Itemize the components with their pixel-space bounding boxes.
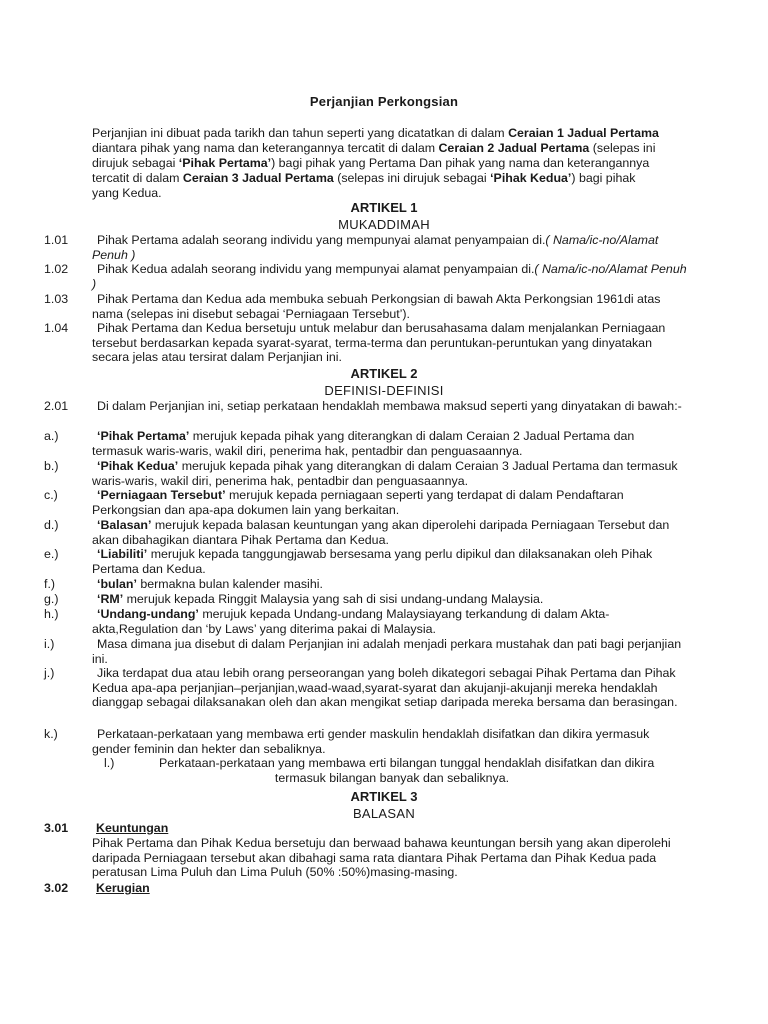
intro-paragraph: Perjanjian ini dibuat pada tarikh dan tahun seperti yang dicatatkan di dalam Ceraian 1 Jadual Pertama diantara pihak yang nama dan keterangannya tercatit di dalam Ceraian 2 Jadual Pertama (selepas ini dirujuk sebagai ‘Pihak Pertama’) bagi pihak yang Pertama Dan pihak yang nama dan keterangannya tercatit di dalam Ceraian 3 Jadual Pertama (selepas ini dirujuk sebagai ‘Pihak Kedua’) bagi pihak yang Kedua.: [92, 126, 659, 200]
artikel-1-subheading: MUKADDIMAH: [338, 217, 430, 232]
artikel-3-subheading: BALASAN: [352, 806, 416, 821]
artikel-2-heading: ARTIKEL 2: [350, 366, 418, 381]
artikel-3-heading: ARTIKEL 3: [350, 789, 418, 804]
artikel-2-subheading: DEFINISI-DEFINISI: [324, 383, 444, 398]
document-page: Perjanjian Perkongsian Perjanjian ini dibuat pada tarikh dan tahun seperti yang dicatatkan di dalam Ceraian 1 Jadual Pertama diantara pihak yang nama dan keterangannya tercatit di dalam Ceraian 2 Jadual Pertama (selepas ini dirujuk sebagai ‘Pihak Pertama’) bagi pihak yang Pertama Dan pihak yang nama dan keterangannya tercatit di dalam Ceraian 3 Jadual Pertama (selepas ini dirujuk sebagai ‘Pihak Kedua’) bagi pihak yang Kedua. ARTIKEL 1 MUKADDIMAH 1.01 Pihak Pertama adalah seorang individu yang mempunyai alamat penyampaian di.( Nama/ic-no/Alamat Penuh ) 1.02 Pihak Kedua adalah seorang individu yang mempunyai alamat penyampaian di.( Nama/ic-no/Alamat Penuh ) 1.03 Pihak Pertama dan Kedua ada membuka sebuah Perkongsian di bawah Akta Perkongsian 1961di atas nama (selepas ini disebut sebagai ‘Perniagaan Tersebut’). 1.04 Pihak Pertama dan Kedua bersetuju untuk melabur dan berusahasama dalam menjalankan Perniagaan tersebut berdasarkan kepada syarat-syarat, terma-terma dan peruntukan-peruntukan yang dinyatakan secara jelas atau tersirat dalam Perjanjian ini. ARTIKEL 2 DEFINISI-DEFINISI 2.01 Di dalam Perjanjian ini, setiap perkataan hendaklah membawa maksud seperti yang dinyatakan di bawah:- a.) ‘Pihak Pertama’ merujuk kepada pihak yang diterangkan di dalam Ceraian 2 Jadual Pertama dan termasuk waris-waris, wakil diri, penerima hak, pentadbir dan penguasaannya. b.) ‘Pihak Kedua’ merujuk kepada pihak yang diterangkan di dalam Ceraian 3 Jadual Pertama dan termasuk waris-waris, wakil diri, penerima hak, pentadbir dan penguasaannya. c.) ‘Perniagaan Tersebut’ merujuk kepada perniagaan seperti yang terdapat di dalam Pendaftaran Perkongsian dan apa-apa dokumen lain yang berkaitan. d.) ‘Balasan’ merujuk kepada balasan keuntungan yang akan diperolehi daripada Perniagaan Tersebut dan akan dibahagikan diantara Pihak Pertama dan Kedua. e.) ‘Liabiliti’ merujuk kepada tanggungjawab bersesama yang perlu dipikul dan dilaksanakan oleh Pihak Pertama dan Kedua. f.) ‘bulan’ bermakna bulan kalender masihi. g.) ‘RM’ merujuk kepada Ringgit Malaysia yang sah di sisi undang-undang Malaysia. h.) ‘Undang-undang’ merujuk kepada Undang-undang Malaysiayang terkandung di dalam Akta-akta,Regulation dan ‘by Laws’ yang diterima pakai di Malaysia. i.) Masa dimana jua disebut di dalam Perjanjian ini adalah menjadi perkara mustahak dan pati bagi perjanjian ini. j.) Jika terdapat dua atau lebih orang perseorangan yang boleh dikategori sebagai Pihak Pertama dan Pihak Kedua apa-apa perjanjian–perjanjian,waad-waad,syarat-syarat dan akujanji-akujanji mereka hendaklah dianggap sebagai dilaksanakan oleh dan akan mengikat setiap daripada mereka bersama dan berasingan. k.) Perkataan-perkataan yang membawa erti gender maskulin hendaklah disifatkan dan dikira yermasuk gender feminin dan hekter dan sebaliknya. l.) Perkataan-perkataan yang membawa erti bilangan tunggal hendaklah disifatkan dan dikira termasuk bilangan banyak dan sebaliknya. ARTIKEL 3 BALASAN 3.01 Keuntungan Pihak Pertama dan Pihak Kedua bersetuju dan berwaad bahawa keuntungan bersih yang akan diperolehi daripada Perniagaan tersebut akan dibahagi sama rata diantara Pihak Pertama dan Pihak Kedua pada peratusan Lima Puluh dan Lima Puluh (50% :50%)masing-masing. 3.02 Kerugian: [0, 0, 768, 1024]
document-title: Perjanjian Perkongsian: [309, 94, 459, 109]
artikel-1-heading: ARTIKEL 1: [350, 200, 418, 215]
